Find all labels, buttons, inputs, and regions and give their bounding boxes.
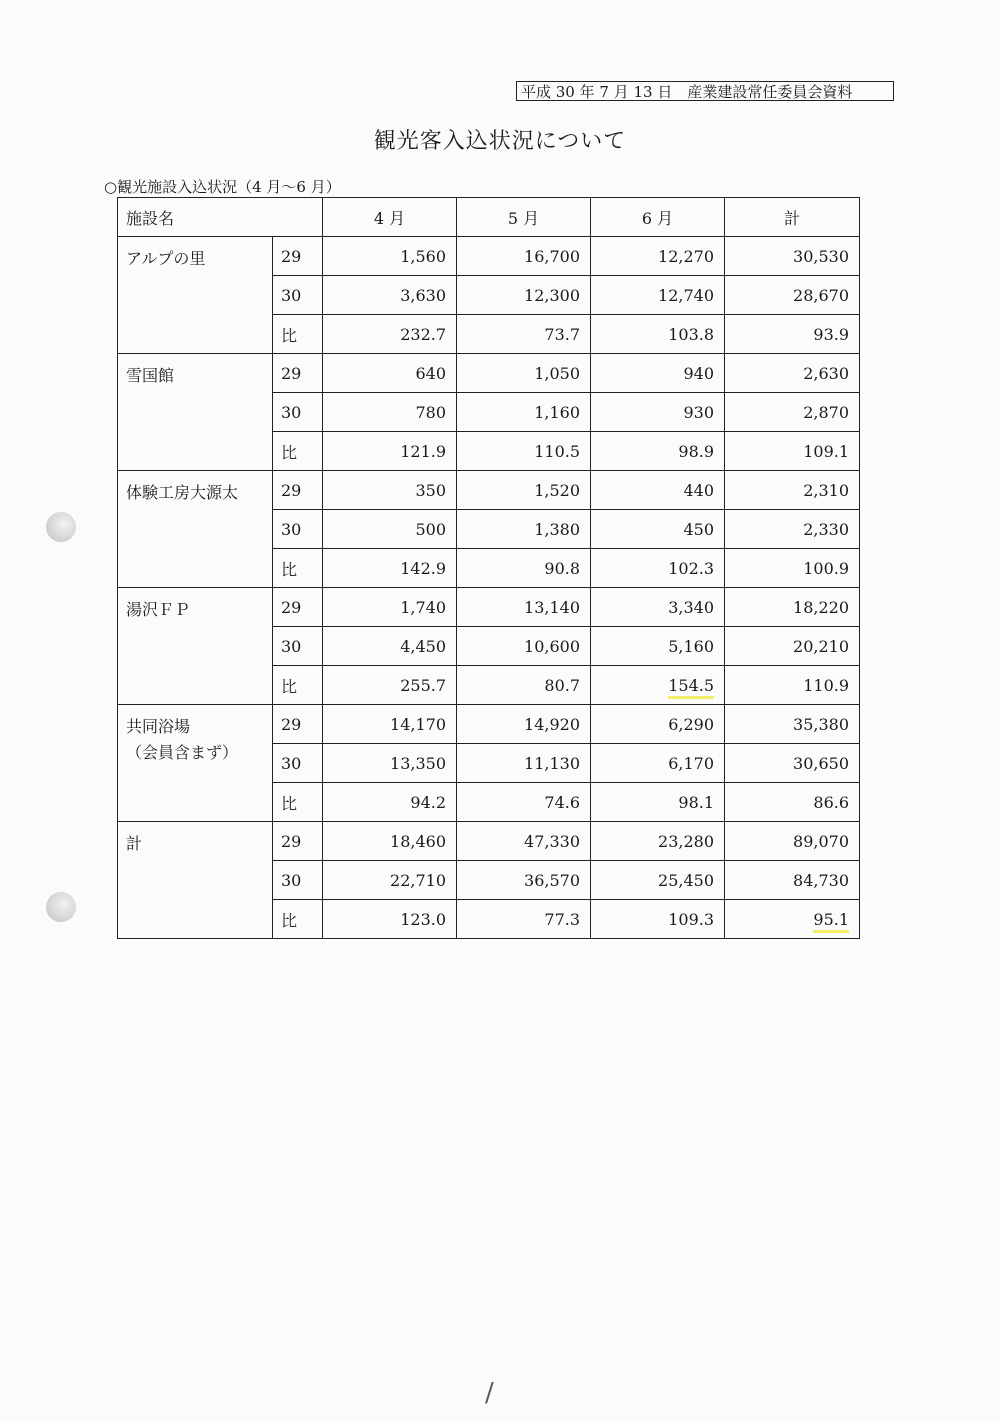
cell-jun: 450 — [591, 510, 725, 549]
cell-may: 80.7 — [457, 666, 591, 705]
cell-may: 110.5 — [457, 432, 591, 471]
cell-apr: 18,460 — [323, 822, 457, 861]
row-label: 比 — [273, 432, 323, 471]
row-label: 30 — [273, 393, 323, 432]
cell-may: 16,700 — [457, 237, 591, 276]
row-label: 29 — [273, 705, 323, 744]
punch-hole — [46, 892, 76, 922]
cell-may: 36,570 — [457, 861, 591, 900]
cell-jun: 23,280 — [591, 822, 725, 861]
facility-name: 計 — [126, 834, 143, 853]
col-header-may: 5 月 — [457, 198, 591, 237]
cell-apr: 780 — [323, 393, 457, 432]
facility-name-cell — [118, 588, 273, 705]
cell-jun: 102.3 — [591, 549, 725, 588]
cell-jun: 930 — [591, 393, 725, 432]
cell-total: 35,380 — [725, 705, 860, 744]
cell-apr: 4,450 — [323, 627, 457, 666]
cell-may: 1,160 — [457, 393, 591, 432]
row-label: 比 — [273, 900, 323, 939]
table-row — [118, 588, 860, 627]
facility-name: アルプの里 — [126, 249, 206, 268]
cell-total: 109.1 — [725, 432, 860, 471]
cell-total: 18,220 — [725, 588, 860, 627]
cell-apr: 1,560 — [323, 237, 457, 276]
cell-total: 110.9 — [725, 666, 860, 705]
cell-may: 10,600 — [457, 627, 591, 666]
table-row — [118, 354, 860, 393]
cell-total: 84,730 — [725, 861, 860, 900]
cell-apr: 123.0 — [323, 900, 457, 939]
cell-may: 1,520 — [457, 471, 591, 510]
cell-jun: 109.3 — [591, 900, 725, 939]
cell-total: 28,670 — [725, 276, 860, 315]
cell-apr: 3,630 — [323, 276, 457, 315]
row-label: 29 — [273, 471, 323, 510]
facility-name-cell — [118, 471, 273, 588]
row-label: 30 — [273, 276, 323, 315]
cell-apr: 640 — [323, 354, 457, 393]
col-header-apr: 4 月 — [323, 198, 457, 237]
cell-total: 100.9 — [725, 549, 860, 588]
row-label: 30 — [273, 861, 323, 900]
cell-apr: 350 — [323, 471, 457, 510]
cell-jun: 6,290 — [591, 705, 725, 744]
facility-name-cell — [118, 822, 273, 939]
cell-total-highlighted — [725, 900, 860, 939]
cell-may: 90.8 — [457, 549, 591, 588]
row-label: 比 — [273, 315, 323, 354]
cell-apr: 13,350 — [323, 744, 457, 783]
cell-apr: 22,710 — [323, 861, 457, 900]
facility-name-cell — [118, 237, 273, 354]
cell-jun: 6,170 — [591, 744, 725, 783]
cell-may: 73.7 — [457, 315, 591, 354]
cell-total: 2,310 — [725, 471, 860, 510]
cell-jun: 12,740 — [591, 276, 725, 315]
table-row — [118, 471, 860, 510]
table-header-row — [118, 198, 860, 237]
page-title: 観光客入込状況について — [373, 129, 627, 154]
col-header-facility: 施設名 — [118, 198, 323, 237]
cell-jun: 440 — [591, 471, 725, 510]
row-label: 29 — [273, 354, 323, 393]
cell-apr: 500 — [323, 510, 457, 549]
facility-name: 体験工房大源太 — [126, 483, 239, 502]
cell-jun: 98.1 — [591, 783, 725, 822]
cell-jun: 103.8 — [591, 315, 725, 354]
cell-may: 13,140 — [457, 588, 591, 627]
row-label: 30 — [273, 744, 323, 783]
cell-apr: 142.9 — [323, 549, 457, 588]
highlight-mark: 154.5 — [668, 676, 714, 699]
cell-jun: 12,270 — [591, 237, 725, 276]
col-header-total: 計 — [725, 198, 860, 237]
row-label: 29 — [273, 588, 323, 627]
row-label: 比 — [273, 783, 323, 822]
cell-total: 86.6 — [725, 783, 860, 822]
row-label: 30 — [273, 627, 323, 666]
row-label: 29 — [273, 822, 323, 861]
section-subtitle: ○観光施設入込状況（4 月～6 月） — [104, 178, 341, 196]
cell-apr: 1,740 — [323, 588, 457, 627]
row-label: 29 — [273, 237, 323, 276]
col-header-jun: 6 月 — [591, 198, 725, 237]
cell-jun: 940 — [591, 354, 725, 393]
facility-name-cell — [118, 705, 273, 822]
cell-total: 30,650 — [725, 744, 860, 783]
cell-may: 12,300 — [457, 276, 591, 315]
cell-jun: 25,450 — [591, 861, 725, 900]
pen-mark: / — [485, 1378, 494, 1408]
row-label: 比 — [273, 666, 323, 705]
cell-apr: 94.2 — [323, 783, 457, 822]
table-row — [118, 237, 860, 276]
cell-total: 89,070 — [725, 822, 860, 861]
cell-total: 20,210 — [725, 627, 860, 666]
cell-may: 1,380 — [457, 510, 591, 549]
cell-total: 93.9 — [725, 315, 860, 354]
table-row — [118, 705, 860, 744]
facility-name: 雪国館 — [126, 366, 175, 385]
table-row — [118, 822, 860, 861]
cell-jun: 3,340 — [591, 588, 725, 627]
document-header-meta: 平成 30 年 7 月 13 日 産業建設常任委員会資料 — [516, 81, 894, 101]
cell-apr: 14,170 — [323, 705, 457, 744]
cell-may: 47,330 — [457, 822, 591, 861]
cell-total: 2,870 — [725, 393, 860, 432]
cell-jun: 5,160 — [591, 627, 725, 666]
cell-total: 2,330 — [725, 510, 860, 549]
row-label: 比 — [273, 549, 323, 588]
cell-may: 74.6 — [457, 783, 591, 822]
facility-name: 湯沢ＦＰ — [126, 600, 191, 619]
facility-name: 共同浴場 — [126, 717, 191, 736]
punch-hole — [46, 512, 76, 542]
cell-jun-highlighted — [591, 666, 725, 705]
highlight-mark: 95.1 — [813, 910, 849, 933]
facility-name-cell — [118, 354, 273, 471]
cell-total: 2,630 — [725, 354, 860, 393]
cell-apr: 255.7 — [323, 666, 457, 705]
visitor-table — [117, 197, 860, 939]
row-label: 30 — [273, 510, 323, 549]
cell-apr: 121.9 — [323, 432, 457, 471]
cell-may: 1,050 — [457, 354, 591, 393]
cell-may: 11,130 — [457, 744, 591, 783]
facility-name-note: （会員含まず） — [126, 743, 239, 762]
cell-may: 14,920 — [457, 705, 591, 744]
cell-total: 30,530 — [725, 237, 860, 276]
cell-may: 77.3 — [457, 900, 591, 939]
cell-jun: 98.9 — [591, 432, 725, 471]
cell-apr: 232.7 — [323, 315, 457, 354]
